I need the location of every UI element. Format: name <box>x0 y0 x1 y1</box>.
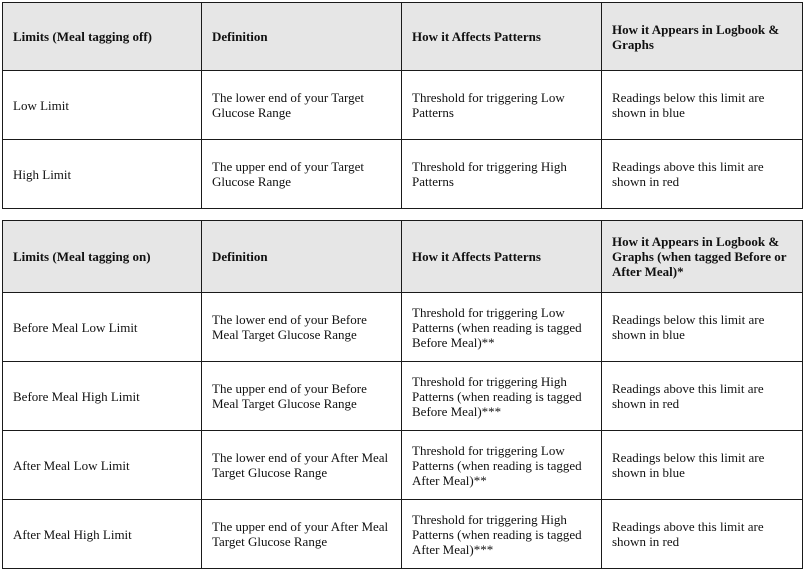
cell-logbook: Readings above this limit are shown in red <box>602 362 803 431</box>
cell-limit: Low Limit <box>3 71 202 140</box>
cell-definition: The upper end of your Target Glucose Range <box>202 140 402 209</box>
cell-limit: Before Meal Low Limit <box>3 293 202 362</box>
cell-patterns: Threshold for triggering Low Patterns (when reading is tagged Before Meal)** <box>402 293 602 362</box>
header-definition: Definition <box>202 221 402 293</box>
cell-logbook: Readings below this limit are shown in blue <box>602 293 803 362</box>
header-logbook: How it Appears in Logbook & Graphs (when tagged Before or After Meal)* <box>602 221 803 293</box>
header-patterns: How it Affects Patterns <box>402 3 602 71</box>
header-logbook: How it Appears in Logbook & Graphs <box>602 3 803 71</box>
cell-definition: The lower end of your Before Meal Target Glucose Range <box>202 293 402 362</box>
cell-patterns: Threshold for triggering Low Patterns (when reading is tagged After Meal)** <box>402 431 602 500</box>
header-definition: Definition <box>202 3 402 71</box>
table-header-row <box>3 3 803 71</box>
table-header-row <box>3 221 803 293</box>
cell-patterns: Threshold for triggering Low Patterns <box>402 71 602 140</box>
cell-logbook: Readings above this limit are shown in red <box>602 140 803 209</box>
cell-patterns: Threshold for triggering High Patterns (when reading is tagged After Meal)*** <box>402 500 602 569</box>
cell-limit: After Meal High Limit <box>3 500 202 569</box>
header-limits: Limits (Meal tagging off) <box>3 3 202 71</box>
cell-logbook: Readings below this limit are shown in blue <box>602 431 803 500</box>
table-row <box>3 500 803 569</box>
table-row <box>3 71 803 140</box>
limits-table-meal-tagging-on <box>2 220 803 569</box>
cell-definition: The lower end of your Target Glucose Range <box>202 71 402 140</box>
cell-logbook: Readings above this limit are shown in red <box>602 500 803 569</box>
header-patterns: How it Affects Patterns <box>402 221 602 293</box>
cell-limit: Before Meal High Limit <box>3 362 202 431</box>
limits-table-meal-tagging-off <box>2 2 803 209</box>
cell-definition: The upper end of your Before Meal Target Glucose Range <box>202 362 402 431</box>
cell-patterns: Threshold for triggering High Patterns (when reading is tagged Before Meal)*** <box>402 362 602 431</box>
cell-definition: The lower end of your After Meal Target Glucose Range <box>202 431 402 500</box>
cell-patterns: Threshold for triggering High Patterns <box>402 140 602 209</box>
cell-limit: After Meal Low Limit <box>3 431 202 500</box>
header-limits: Limits (Meal tagging on) <box>3 221 202 293</box>
table-row <box>3 362 803 431</box>
table-row <box>3 293 803 362</box>
cell-logbook: Readings below this limit are shown in blue <box>602 71 803 140</box>
cell-limit: High Limit <box>3 140 202 209</box>
cell-definition: The upper end of your After Meal Target Glucose Range <box>202 500 402 569</box>
table-row <box>3 431 803 500</box>
table-row <box>3 140 803 209</box>
